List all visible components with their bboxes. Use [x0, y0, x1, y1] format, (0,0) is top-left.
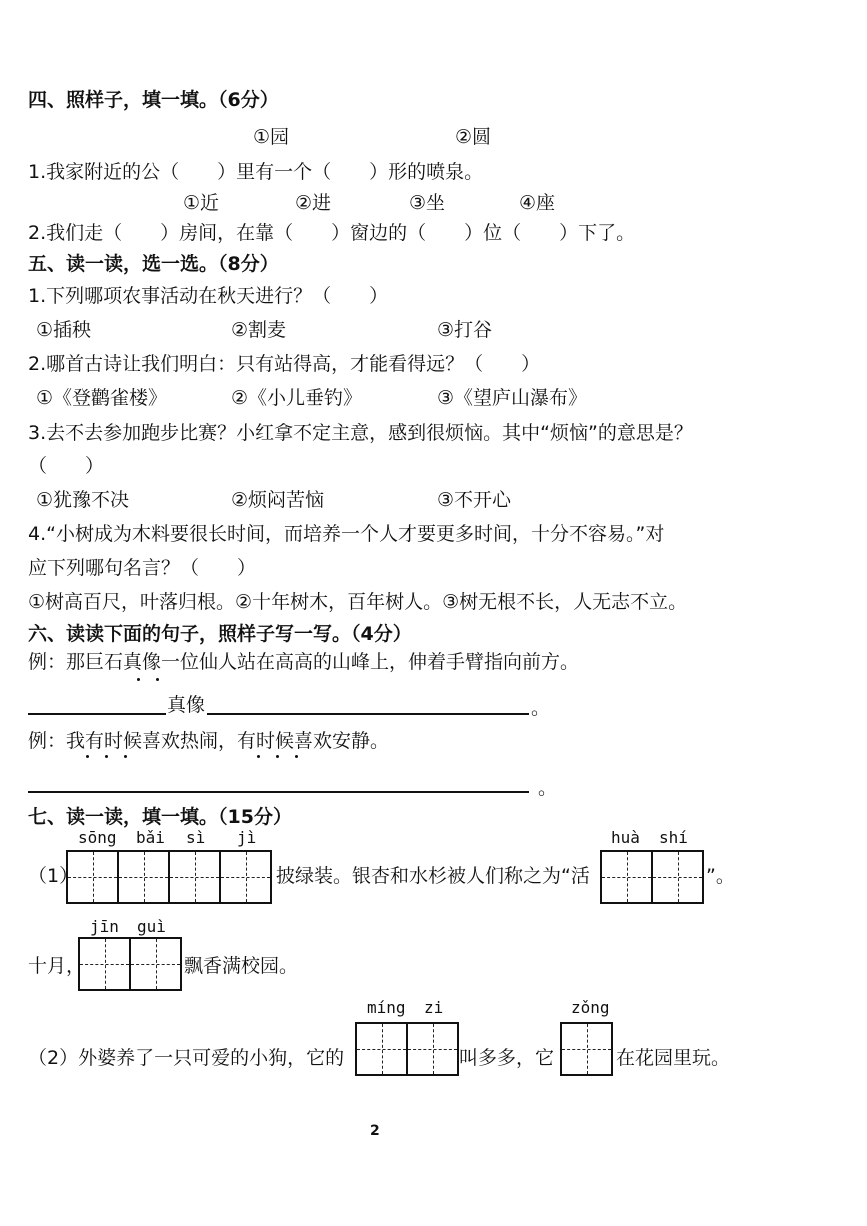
question: 应下列哪句名言？（ ） — [28, 557, 257, 579]
emphasis-dot — [276, 755, 279, 758]
answer-blank: （ ） — [28, 455, 105, 477]
fill-word: 真像 — [167, 694, 206, 716]
pinyin: shí — [659, 828, 688, 847]
section-5-title: 五、读一读，选一选。（8分） — [28, 253, 279, 275]
option: ④座 — [519, 192, 556, 214]
option: ①犹豫不决 — [36, 489, 130, 511]
section-7-title: 七、读一读，填一填。（15分） — [28, 806, 292, 828]
emphasis-dot — [137, 678, 140, 681]
option: ②圆 — [455, 126, 492, 148]
writing-grid[interactable] — [355, 1022, 459, 1076]
writing-grid[interactable] — [66, 850, 272, 904]
pinyin: zǒng — [571, 998, 610, 1017]
pinyin: bǎi — [136, 828, 165, 847]
writing-grid[interactable] — [560, 1022, 613, 1076]
emphasis-dot — [156, 678, 159, 681]
pinyin: sōng — [78, 828, 117, 847]
answer-line[interactable] — [28, 791, 529, 793]
option: ②进 — [295, 192, 332, 214]
passage-text: （2）外婆养了一只可爱的小狗，它的 — [28, 1047, 345, 1069]
pinyin: jīn — [90, 917, 119, 936]
section-6-title: 六、读读下面的句子，照样子写一写。（4分） — [28, 623, 412, 645]
option: ③坐 — [409, 192, 446, 214]
pinyin: jì — [237, 828, 257, 847]
emphasis-dot — [86, 755, 89, 758]
example-sentence: 例：那巨石真像一位仙人站在高高的山峰上，伸着手臂指向前方。 — [28, 651, 580, 673]
pinyin: míng — [367, 998, 406, 1017]
period: 。 — [538, 777, 558, 799]
answer-line[interactable] — [207, 713, 529, 715]
option: ③不开心 — [437, 489, 512, 511]
pinyin: zi — [424, 998, 444, 1017]
question: 2.哪首古诗让我们明白：只有站得高，才能看得远？（ ） — [28, 353, 541, 375]
period: 。 — [531, 697, 551, 719]
passage-text: ”。 — [706, 865, 735, 887]
passage-text: 披绿装。银杏和水杉被人们称之为“活 — [276, 865, 590, 887]
option: ②《小儿垂钓》 — [231, 387, 363, 409]
question: 2.我们走（ ）房间，在靠（ ）窗边的（ ）位（ ）下了。 — [28, 222, 636, 244]
option: ①园 — [253, 126, 290, 148]
passage-text: 十月， — [28, 955, 86, 977]
option: ①插秧 — [36, 319, 92, 341]
section-4-title: 四、照样子，填一填。（6分） — [28, 89, 279, 111]
item-label: （1） — [28, 865, 79, 887]
question: 1.下列哪项农事活动在秋天进行？（ ） — [28, 285, 389, 307]
option: ①近 — [183, 192, 220, 214]
options-line: ①树高百尺，叶落归根。②十年树木，百年树人。③树无根不长，人无志不立。 — [28, 591, 688, 613]
writing-grid[interactable] — [78, 937, 182, 991]
pinyin: huà — [611, 828, 640, 847]
option: ②割麦 — [231, 319, 287, 341]
question: 3.去不去参加跑步比赛？小红拿不定主意，感到很烦恼。其中“烦恼”的意思是？ — [28, 422, 693, 444]
example-sentence: 例：我有时候喜欢热闹，有时候喜欢安静。 — [28, 730, 390, 752]
emphasis-dot — [295, 755, 298, 758]
question: 1.我家附近的公（ ）里有一个（ ）形的喷泉。 — [28, 161, 484, 183]
emphasis-dot — [257, 755, 260, 758]
option: ②烦闷苦恼 — [231, 489, 325, 511]
pinyin: sì — [186, 828, 206, 847]
emphasis-dot — [124, 755, 127, 758]
emphasis-dot — [105, 755, 108, 758]
passage-text: 在花园里玩。 — [616, 1047, 731, 1069]
answer-line[interactable] — [28, 713, 166, 715]
question: 4.“小树成为木料要很长时间，而培养一个人才要更多时间，十分不容易。”对 — [28, 523, 665, 545]
option: ③《望庐山瀑布》 — [437, 387, 588, 409]
pinyin: guì — [137, 917, 166, 936]
page-number: 2 — [370, 1123, 380, 1139]
option: ③打谷 — [437, 319, 493, 341]
option: ①《登鹳雀楼》 — [36, 387, 168, 409]
passage-text: 飘香满校园。 — [184, 955, 299, 977]
writing-grid[interactable] — [600, 850, 704, 904]
passage-text: 叫多多，它 — [459, 1047, 555, 1069]
